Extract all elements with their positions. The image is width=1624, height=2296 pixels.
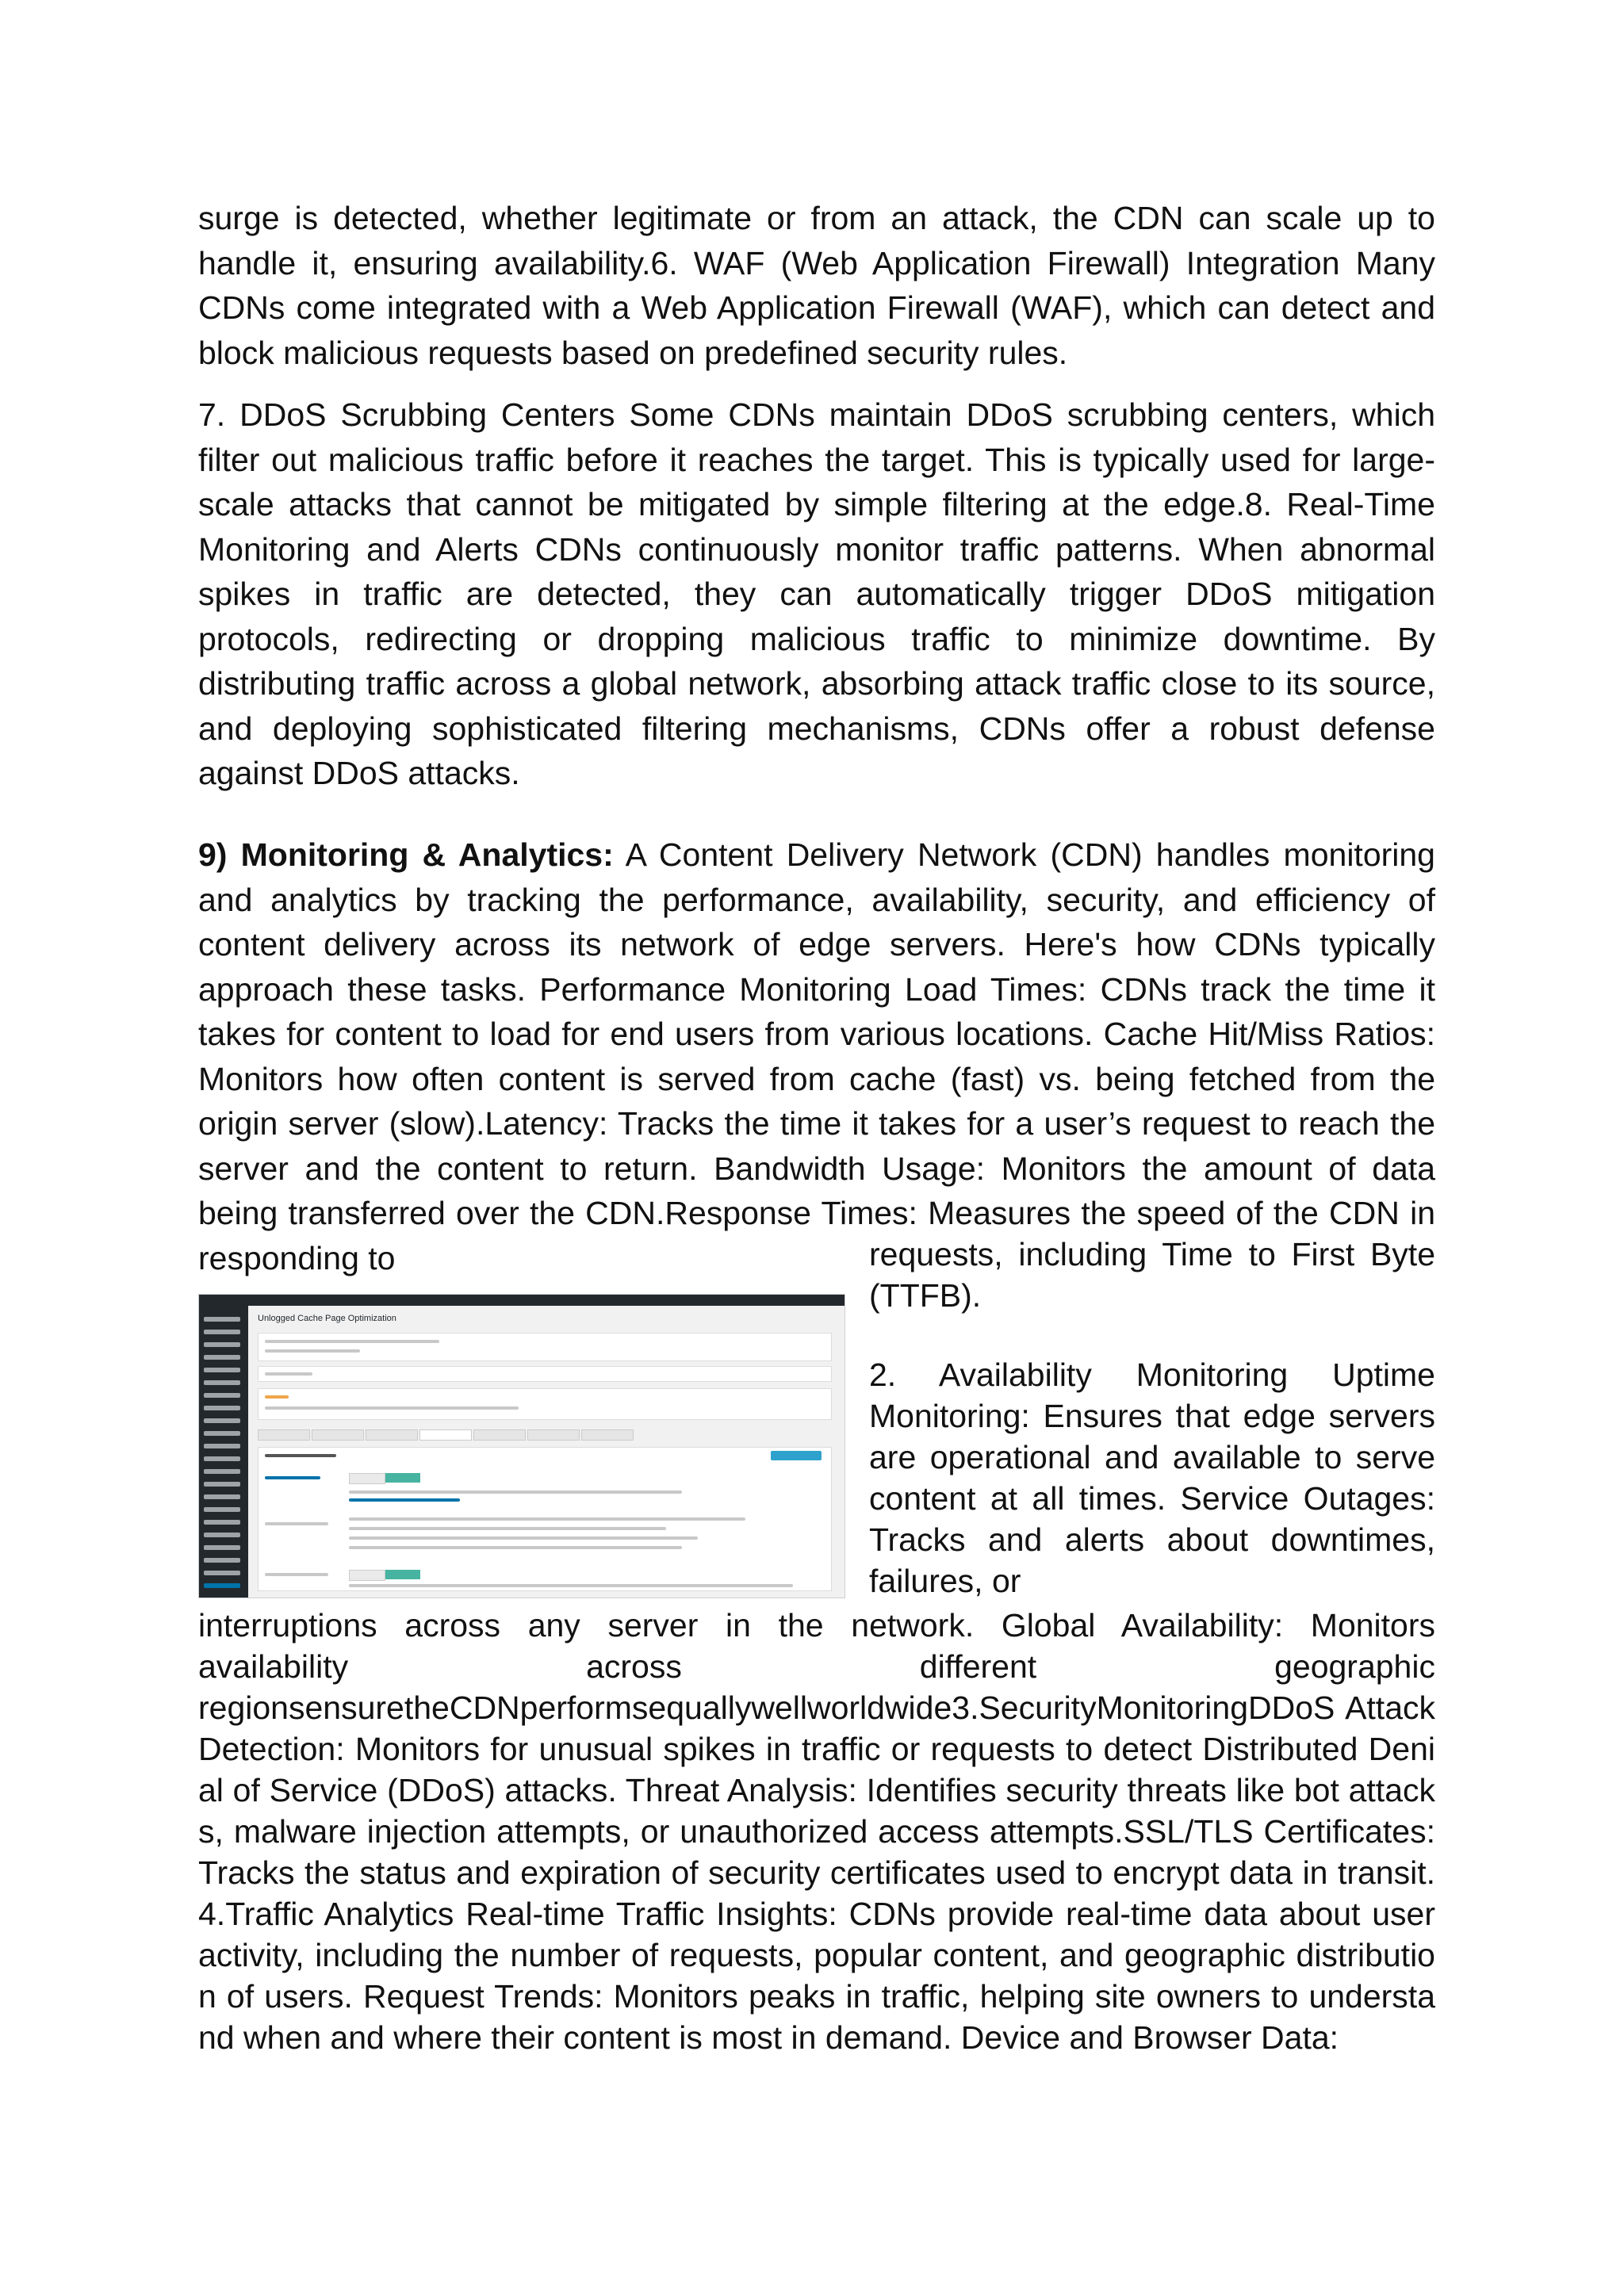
- figure-sidebar-item: [204, 1456, 240, 1461]
- figure-sidebar-item: [204, 1330, 240, 1334]
- figure-sidebar-item: [204, 1355, 240, 1360]
- paragraph-text: 7. DDoS Scrubbing Centers Some CDNs maintain DDoS scrubbing centers, which filter out malicious traffic before it reaches the target. This is typically used for large-scale attacks that cannot be mitigated by simple filtering at the edge.8. Real-Time Monitoring and Alerts CDNs continuously monitor traffic patterns. When abnormal spikes in traffic are detected, they can automatically trigger DDoS mitigation protocols, redirecting or dropping malicious traffic to minimize downtime. By distributing traffic across a global network, absorbing attack traffic close to its source, and deploying sophisticated filtering mechanisms, CDNs offer a robust defense against DDoS attacks.: [198, 396, 1435, 791]
- figure-tab: [473, 1429, 526, 1441]
- figure-sidebar-item: [204, 1494, 240, 1499]
- figure-tab: [312, 1429, 364, 1441]
- word: geographic: [1274, 1648, 1435, 1685]
- figure-main-panel: [248, 1306, 845, 1598]
- figure-sidebar-item: [204, 1317, 240, 1322]
- figure-tab: [581, 1429, 634, 1441]
- paragraph-text: surge is detected, whether legitimate or from an attack, the CDN can scale up to handle it, ensuring availability.6. WAF (Web Application Firewall) Integration Many CDNs come integrated with a Web Application Firewall (WAF), which can detect and block malicious requests based on predefined security rules.: [198, 200, 1435, 371]
- screenshot-figure: [198, 1294, 845, 1598]
- interruptions-line: interruptions across any server in the network. Global Availability: Monitors: [198, 1607, 1435, 1644]
- section-body: A Content Delivery Network (CDN) handles monitoring and analytics by tracking the performance, availability, security, and efficiency of content delivery across its network of edge servers. Here's how CDNs typically approach these tasks. Performance Monitoring Load Times: CDNs track the time it takes for content to load for end users from various locations. Cache Hit/Miss Ratios: Monitors how often content is served from cache (fast) vs. being fetched from the origin server (slow).Latency: Tracks the time it takes for a user’s request to reach the server and the content to return. Bandwidth Usage: Monitors the amount of data being transferred over the CDN.Response Times: Measures the speed of the CDN in responding to: [198, 836, 1435, 1276]
- figure-sidebar-item-active: [204, 1583, 240, 1588]
- availability-text: 2. Availability Monitoring Uptime Monitoring: Ensures that edge servers are operational and available to serve content at all times. Service Outages: Tracks and alerts about downtimes, failures, or: [869, 1357, 1435, 1599]
- section-monitoring-analytics: [198, 832, 1435, 1280]
- figure-sidebar-item: [204, 1520, 240, 1525]
- figure-sidebar-item: [204, 1558, 240, 1563]
- figure-sidebar-item: [204, 1380, 240, 1385]
- figure-sidebar-item: [204, 1393, 240, 1398]
- figure-sidebar-item: [204, 1406, 240, 1410]
- security-analytics-text: regionsensuretheCDNperformsequallywellworldwide3.SecurityMonitoringDDoS Attack Detection: Monitors for unusual spikes in traffic or requests to detect Distributed Denial of Service (DDoS) attacks. Threat Analysis: Identifies security threats like bot attacks, malware injection attempts, or unauthorized access attempts.SSL/TLS Certificates: Tracks the status and expiration of security certificates used to encrypt data in transit.4.Traffic Analytics Real-time Traffic Insights: CDNs provide real-time data about user activity, including the number of requests, popular content, and geographic distribution of users. Request Trends: Monitors peaks in traffic, helping site owners to understand when and where their content is most in demand. Device and Browser Data:: [198, 1689, 1435, 2056]
- figure-tab: [366, 1429, 418, 1441]
- figure-sidebar-item: [204, 1342, 240, 1347]
- figure-sidebar-item: [204, 1507, 240, 1512]
- paragraph-ddos-scaling: [198, 196, 1435, 375]
- word: across: [586, 1648, 682, 1685]
- word: different: [919, 1648, 1037, 1685]
- figure-warning-box: [258, 1388, 832, 1420]
- figure-admin-sidebar: [199, 1306, 248, 1598]
- figure-title: Unlogged Cache Page Optimization: [258, 1314, 396, 1323]
- figure-tab: [527, 1429, 580, 1441]
- ttfb-text: requests, including Time to First Byte (TTFB).: [869, 1236, 1435, 1314]
- figure-sidebar-item: [204, 1418, 240, 1423]
- section-heading: 9) Monitoring & Analytics:: [198, 836, 614, 873]
- figure-sidebar-item: [204, 1533, 240, 1537]
- figure-sidebar-item: [204, 1571, 240, 1575]
- figure-tab: [258, 1429, 310, 1441]
- figure-sidebar-item: [204, 1368, 240, 1372]
- figure-sidebar-item: [204, 1469, 240, 1474]
- paragraph-text: [198, 832, 1435, 1280]
- figure-sidebar-item: [204, 1545, 240, 1550]
- figure-sidebar-item: [204, 1444, 240, 1448]
- word: availability: [198, 1648, 349, 1685]
- figure-wrap-text: [869, 1234, 1435, 1601]
- figure-sidebar-item: [204, 1431, 240, 1436]
- figure-tab-active: [419, 1429, 472, 1441]
- figure-admin-bar: [199, 1295, 845, 1306]
- figure-sidebar-item: [204, 1482, 240, 1487]
- sparse-justified-line: [198, 1646, 1435, 1687]
- paragraph-ddos-scrubbing: [198, 392, 1435, 796]
- figure-input-box: [258, 1366, 832, 1382]
- continued-text: [198, 1605, 1435, 2058]
- figure-settings-panel: [258, 1447, 832, 1591]
- figure-notice-box: [258, 1333, 832, 1361]
